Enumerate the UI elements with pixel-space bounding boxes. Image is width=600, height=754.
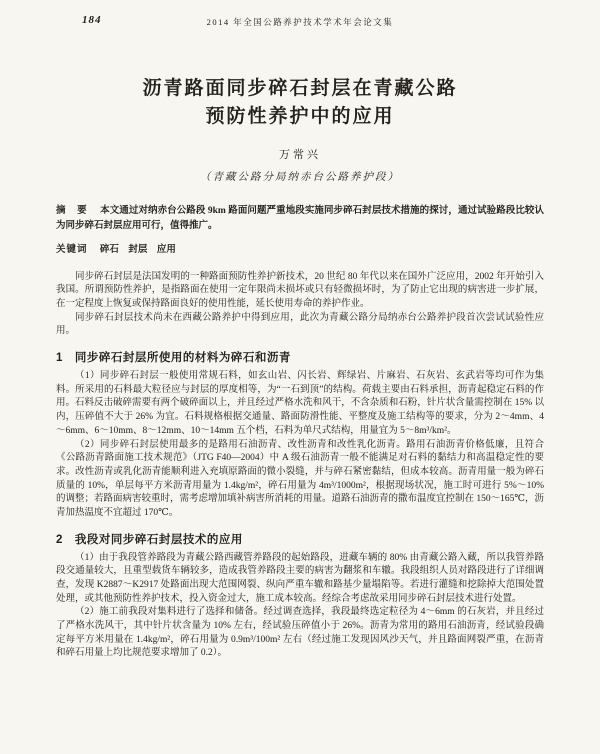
journal-header-title: 2014 年全国公路养护技术学术年会论文集 xyxy=(206,17,394,27)
intro-paragraph: 同步碎石封层是法国发明的一种路面预防性养护新技术，20 世纪 80 年代以来在国外广泛应用，2002 年开始引入我国。所谓预防性养护，是指路面在使用一定年限尚未损坏或只有轻微损坏时，为了防止它出现的病害进一步扩展，在一定程度上恢复或保持路面良好的使用性能，延长使用寿命的养护作业。 xyxy=(56,271,544,310)
page-number: 184 xyxy=(82,14,102,26)
article-title-line1: 沥青路面同步碎石封层在青藏公路 xyxy=(142,78,458,99)
abstract-text: 本文通过对纳赤台公路段 9km 路面问题严重地段实施同步碎石封层技术措施的探讨，通过试验路段比较认为同步碎石封层应用可行，值得推广。 xyxy=(56,206,544,231)
keywords-text: 碎石 封层 应用 xyxy=(99,244,176,255)
keywords-label: 关键词 xyxy=(56,244,88,255)
keywords-block xyxy=(56,243,544,257)
abstract-block xyxy=(56,204,544,233)
intro-paragraph: 同步碎石封层技术尚未在西藏公路养护中得到应用，此次为青藏公路分局纳赤台公路养护段首次尝试试验性应用。 xyxy=(56,312,544,337)
section-1-heading: 1 同步碎石封层所使用的材料为碎石和沥青 xyxy=(56,352,291,365)
author-name: 万常兴 xyxy=(279,149,321,162)
article-body xyxy=(56,271,544,661)
article-title xyxy=(56,75,544,130)
section-1-paragraph: （2）同步碎石封层使用最多的是路用石油沥青、改性沥青和改性乳化沥青。路用石油沥青价格低廉，且符合《公路沥青路面施工技术规范》（JTG F40—2004）中 A 级石油沥青一般不能满足对石料的黏结力和高温稳定性的要求。改性沥青或乳化沥青能顺利进入充填原路面的微小裂缝，并与碎石紧密黏结，但成本较高。沥青用量一般为碎石质量的 10%，单层每平方米沥青用量为 1.4kg/m²，碎石用量为 4m³/1000m²，根据现场状况，施工时可进行 5%～10% 的调整；若路面病害较重时，需考虑增加填补病害所消耗的用量。道路石油沥青的撒布温度宜控制在 150～165℃，沥青加热温度不宜超过 170℃。 xyxy=(56,439,545,518)
page-header xyxy=(56,14,544,29)
article-title-line2: 预防性养护中的应用 xyxy=(205,105,395,127)
section-1-paragraph: （1）同步碎石封层一般使用常规石料，如玄山岩、闪长岩、辉绿岩、片麻岩、石灰岩、玄武岩等均可作为集料。所采用的石料最大粒径应与封层的厚度相等，为“一石到顶”的结构。荷载主要由石料承担，沥青起稳定石料的作用。石料反击破碎需要有两个破碎面以上，并且经过严格水洗和风干，不含杂质和石粉，针片状含量需控制在 15% 以内，压碎值不大于 26% 为宜。石料规格根据交通量、路面防滑性能、平整度及施工结构等的要求，分为 2～4mm、4～6mm、6～10mm、8～12mm、10～14mm 五个档，石料为单尺式结构，用量宜为 5～8m³/km²。 xyxy=(56,371,544,436)
abstract-label: 摘 要 xyxy=(56,206,88,217)
section-2-heading: 2 我段对同步碎石封层技术的应用 xyxy=(56,533,243,546)
section-2-paragraph: （2）施工前我段对集料进行了选择和储备。经过调查选择，我段最终选定粒径为 4～6mm 的石灰岩，并且经过了严格水洗风干，其中针片状含量为 10% 左右，经试验压碎值小于 26%。沥青为常用的路用石油沥青，经试验段确定每平方米用量在 1.4kg/m²，碎石用量为 0.9m³/100m² 左右（经过施工发现因风沙天气，并且路面网裂严重，在沥青和碎石用量上均比规范要求增加了 0.2）。 xyxy=(56,607,544,659)
section-2-paragraph: （1）由于我段管养路段为青藏公路西藏管养路段的起始路段，进藏车辆的 80% 由青藏公路入藏，所以我管养路段交通量较大，且重型载货车辆较多，造成我管养路段主要的病害为翻浆和车辙。我段组织人员对路段进行了详细调查，发现 K2887～K2917 处路面出现大范围网裂、纵向严重车辙和路基少量塌陷等。若进行灌缝和挖除掉大范围处置处理，或其他预防性养护技术，投入资金过大，施工成本较高。经综合考虑故采用同步碎石封层技术进行处置。 xyxy=(56,552,544,604)
author-affiliation: （青藏公路分局纳赤台公路养护段） xyxy=(200,172,400,184)
